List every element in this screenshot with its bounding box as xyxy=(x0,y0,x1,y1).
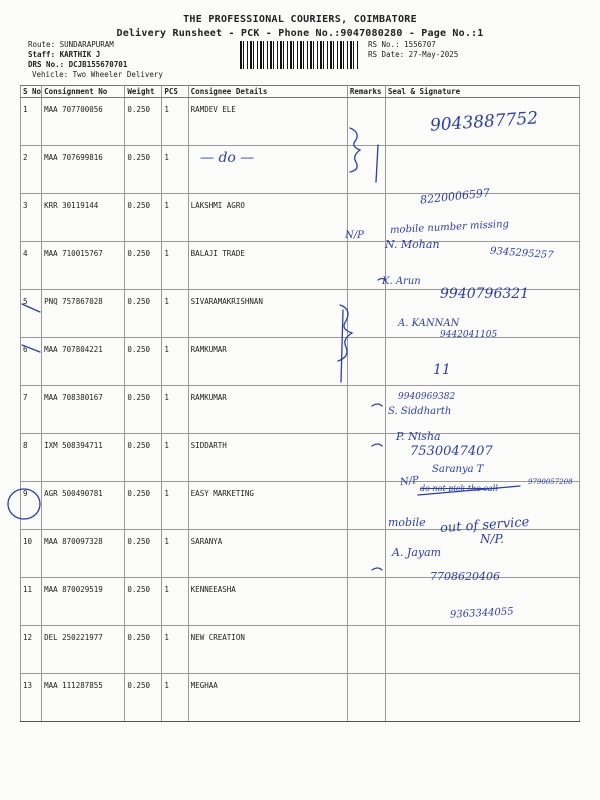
hw-ditto: — do — xyxy=(200,150,255,166)
hw-note: do not pick the call xyxy=(420,484,498,493)
cell-consignment: MAA 870097328 xyxy=(42,530,125,578)
cell-consignment: MAA 111287855 xyxy=(42,674,125,722)
cell-weight: 0.250 xyxy=(125,242,162,290)
hw-phone: 9940796321 xyxy=(440,286,530,302)
cell-pcs: 1 xyxy=(162,434,188,482)
cell-weight: 0.250 xyxy=(125,482,162,530)
col-remarks: Remarks xyxy=(347,86,385,98)
cell-consignment: PNQ 757867028 xyxy=(42,290,125,338)
cell-pcs: 1 xyxy=(162,242,188,290)
hw-phone: 9345295257 xyxy=(489,245,554,262)
table-row xyxy=(21,338,580,386)
cell-sno: 13 xyxy=(21,674,42,722)
hw-phone: 9043887752 xyxy=(429,108,539,136)
col-weight: Weight xyxy=(125,86,162,98)
cell-pcs: 1 xyxy=(162,386,188,434)
cell-sno: 7 xyxy=(21,386,42,434)
cell-pcs: 1 xyxy=(162,530,188,578)
col-seal: Seal & Signature xyxy=(385,86,579,98)
cell-pcs: 1 xyxy=(162,290,188,338)
table-header-row xyxy=(21,86,580,98)
hw-phone: 9940969382 xyxy=(398,392,456,402)
cell-consignee: KENNEEASHA xyxy=(188,578,347,626)
cell-consignee: BALAJI TRADE xyxy=(188,242,347,290)
rs-date: RS Date: 27-May-2025 xyxy=(368,50,459,59)
table-row xyxy=(21,194,580,242)
cell-sno: 3 xyxy=(21,194,42,242)
cell-weight: 0.250 xyxy=(125,434,162,482)
cell-pcs: 1 xyxy=(162,194,188,242)
cell-weight: 0.250 xyxy=(125,530,162,578)
table-row xyxy=(21,386,580,434)
cell-sno: 6 xyxy=(21,338,42,386)
cell-consignment: MAA 707699816 xyxy=(42,146,125,194)
cell-sno: 8 xyxy=(21,434,42,482)
hw-signature: P. Nisha xyxy=(396,430,441,443)
cell-weight: 0.250 xyxy=(125,194,162,242)
cell-consignment: IXM 508394711 xyxy=(42,434,125,482)
hw-phone: 7530047407 xyxy=(410,444,493,459)
hw-phone: 9790057208 xyxy=(528,478,573,486)
hw-phone: 7708620406 xyxy=(430,570,500,583)
hw-signature: A. Jayam xyxy=(392,546,442,559)
cell-weight: 0.250 xyxy=(125,578,162,626)
cell-consignee: RAMKUMAR xyxy=(188,338,347,386)
cell-consignment: MAA 710015767 xyxy=(42,242,125,290)
cell-sno: 1 xyxy=(21,98,42,146)
hw-phone: 9442041105 xyxy=(440,330,498,340)
cell-pcs: 1 xyxy=(162,98,188,146)
cell-consignee: LAKSHMI AGRO xyxy=(188,194,347,242)
cell-consignee: SARANYA xyxy=(188,530,347,578)
cell-pcs: 1 xyxy=(162,482,188,530)
cell-consignee: MEGHAA xyxy=(188,674,347,722)
cell-sno: 9 xyxy=(21,482,42,530)
hw-phone: 9363344055 xyxy=(449,606,514,621)
cell-remarks xyxy=(347,338,385,386)
route-info xyxy=(28,40,163,80)
cell-consignment: MAA 870029519 xyxy=(42,578,125,626)
cell-remarks xyxy=(347,98,385,146)
staff-label: Staff: KARTHIK J xyxy=(28,50,101,59)
col-pcs: PCS xyxy=(162,86,188,98)
cell-sno: 2 xyxy=(21,146,42,194)
cell-consignment: MAA 707804221 xyxy=(42,338,125,386)
hw-remark: N/P xyxy=(399,474,420,489)
cell-pcs: 1 xyxy=(162,338,188,386)
cell-consignment: AGR 500490781 xyxy=(42,482,125,530)
cell-consignee: RAMDEV ELE xyxy=(188,98,347,146)
cell-weight: 0.250 xyxy=(125,98,162,146)
cell-consignee: SIVARAMAKRISHNAN xyxy=(188,290,347,338)
cell-pcs: 1 xyxy=(162,146,188,194)
hw-signature: N. Mohan xyxy=(385,238,440,251)
table-row xyxy=(21,434,580,482)
cell-sno: 12 xyxy=(21,626,42,674)
cell-sno: 11 xyxy=(21,578,42,626)
barcode xyxy=(240,41,358,69)
hw-note: mobile xyxy=(388,516,426,529)
cell-pcs: 1 xyxy=(162,674,188,722)
cell-remarks xyxy=(347,386,385,434)
table-row xyxy=(21,146,580,194)
cell-seal xyxy=(385,626,579,674)
cell-consignment: DEL 250221977 xyxy=(42,626,125,674)
drs-label: DRS No.: DCJB155670701 xyxy=(28,60,128,69)
cell-remarks xyxy=(347,242,385,290)
cell-remarks xyxy=(347,578,385,626)
cell-remarks xyxy=(347,626,385,674)
cell-consignee: EASY MARKETING xyxy=(188,482,347,530)
table-row xyxy=(21,578,580,626)
cell-sno: 5 xyxy=(21,290,42,338)
cell-pcs: 1 xyxy=(162,578,188,626)
col-consignment: Consignment No xyxy=(42,86,125,98)
cell-remarks xyxy=(347,290,385,338)
runsheet-title: THE PROFESSIONAL COURIERS, COIMBATORE xyxy=(183,14,417,25)
col-consignee: Consignee Details xyxy=(188,86,347,98)
vehicle-label: Vehicle: Two Wheeler Delivery xyxy=(32,70,163,79)
cell-consignee: NEW CREATION xyxy=(188,626,347,674)
cell-consignment: KRR 30119144 xyxy=(42,194,125,242)
cell-weight: 0.250 xyxy=(125,146,162,194)
cell-pcs: 1 xyxy=(162,626,188,674)
table-row xyxy=(21,626,580,674)
runsheet-table xyxy=(20,85,580,722)
cell-remarks xyxy=(347,674,385,722)
cell-consignment: MAA 708380167 xyxy=(42,386,125,434)
hw-note: mobile number missing xyxy=(389,218,510,237)
cell-sno: 10 xyxy=(21,530,42,578)
runsheet-subtitle: Delivery Runsheet - PCK - Phone No.:9047080280 - Page No.:1 xyxy=(116,28,484,39)
hw-phone: 8220006597 xyxy=(419,186,491,207)
rs-number: RS No.: 1556707 xyxy=(368,40,436,49)
cell-weight: 0.250 xyxy=(125,674,162,722)
hw-signature: K. Arun xyxy=(382,276,421,287)
cell-sno: 4 xyxy=(21,242,42,290)
hw-ditto: 11 xyxy=(433,362,451,378)
hw-remark: N/P xyxy=(345,230,364,241)
cell-weight: 0.250 xyxy=(125,290,162,338)
cell-remarks xyxy=(347,146,385,194)
cell-remarks xyxy=(347,482,385,530)
hw-note: out of service xyxy=(439,514,530,537)
hw-signature: A. KANNAN xyxy=(398,318,460,329)
route-label: Route: SUNDARAPURAM xyxy=(28,40,114,49)
col-sno: S No xyxy=(21,86,42,98)
hw-signature: S. Siddharth xyxy=(388,406,452,417)
cell-weight: 0.250 xyxy=(125,386,162,434)
hw-remark: N/P. xyxy=(480,532,504,546)
table-row xyxy=(21,674,580,722)
hw-signature: Saranya T xyxy=(432,464,484,475)
cell-seal xyxy=(385,674,579,722)
cell-seal xyxy=(385,338,579,386)
cell-consignee: SIDDARTH xyxy=(188,434,347,482)
cell-remarks xyxy=(347,530,385,578)
cell-weight: 0.250 xyxy=(125,626,162,674)
cell-remarks xyxy=(347,434,385,482)
cell-weight: 0.250 xyxy=(125,338,162,386)
cell-consignee: RAMKUMAR xyxy=(188,386,347,434)
cell-consignment: MAA 707700056 xyxy=(42,98,125,146)
rs-info xyxy=(368,40,458,60)
